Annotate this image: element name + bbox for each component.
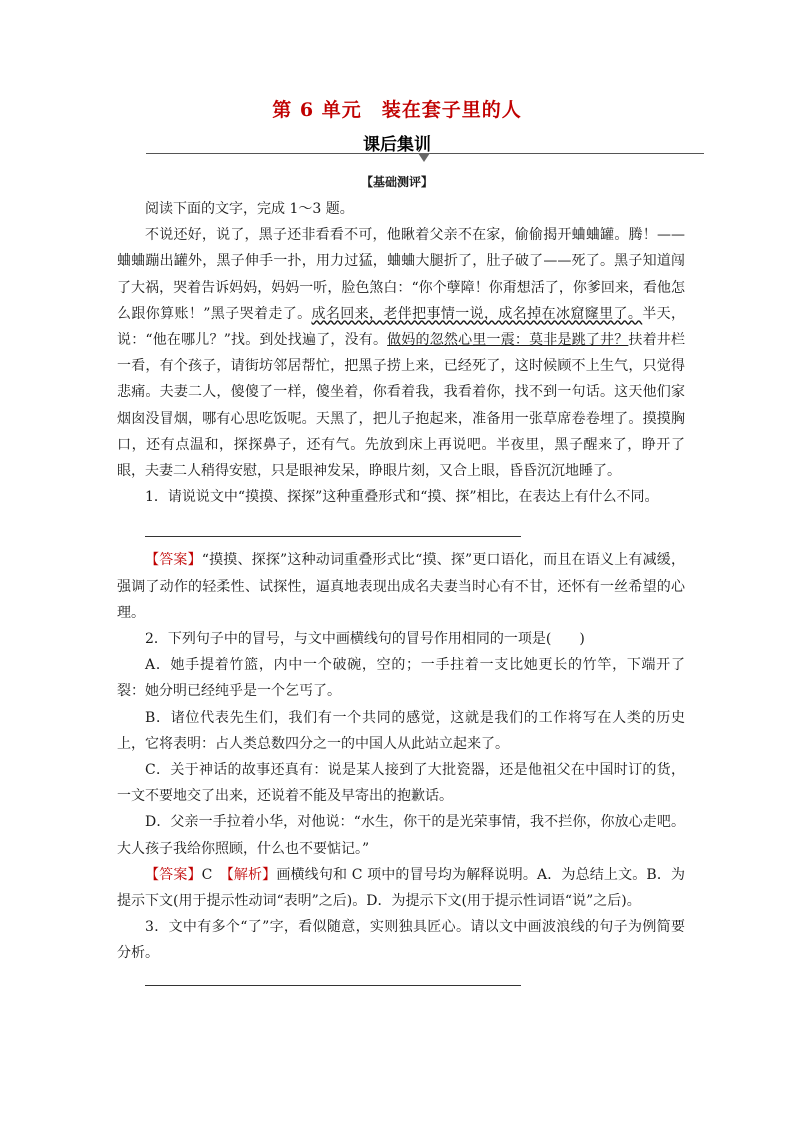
option-b: B．诸位代表先生们，我们有一个共同的感觉，这就是我们的工作将写在人类的历史上，它将表明：占人类总数四分之一的中国人从此站立起来了。 [117,709,685,752]
answer-1-text: “摸摸、探探”这种动词重叠形式比“摸、探”更口语化，而且在语义上有减缓，强调了动作的轻柔性、试探性，逼真地表现出成名夫妻当时心有不甘，还怀有一丝希望的心理。 [117,552,685,621]
option-a: A．她手提着竹篮，内中一个破碗，空的；一手拄着一支比她更长的竹竿，下端开了裂：她分明已经纯乎是一个乞丐了。 [117,657,685,700]
analysis-tag: 【解析】 [226,866,277,883]
answer-blank-line [145,510,521,537]
answer-2 [117,862,685,914]
page-subtitle: 课后集训 [363,135,431,155]
section-label: 【基础测评】 [360,175,433,189]
instruction: 阅读下面的文字，完成 1～3 题。 [145,201,354,217]
passage [117,222,685,484]
passage-text-1: 不说还好，说了，黑子还非看看不可，他瞅着父亲不在家，偷偷揭开蛐蛐罐。腾！——蛐蛐蹦出罐外，黑子伸手一扑，用力过猛，蛐蛐大腿折了，肚子破了——死了。黑子知道闯了大祸，哭着告诉妈妈，妈妈一听，脸色煞白：“你个孽障！你甭想活了，你爹回来，看他怎么跟你算账！”黑子哭着走了。 [117,227,685,322]
underlined-sentence: 做妈的忽然心里一震：莫非是跳了井？ [387,332,629,349]
question-2: 2．下列句子中的冒号，与文中画横线句的冒号作用相同的一项是( ) [145,631,585,648]
answer-1 [117,547,685,626]
option-c: C．关于神话的故事还真有：说是某人接到了大批瓷器，还是他祖父在中国时订的货，一文不要地交了出来，还说着不能及早寄出的抱歉话。 [117,762,685,805]
wavy-underlined-sentence: 成名回来，老伴把事情一说，成名掉在冰窟窿里了。 [311,305,643,322]
question-3: 3．文中有多个“了”字，看似随意，实则独具匠心。请以文中画波浪线的句子为例简要分析。 [117,919,685,962]
answer-blank-line [145,967,521,986]
answer-tag: 【答案】 [145,866,202,883]
divider-arrow-icon [418,153,430,162]
document-body [117,196,685,986]
passage-text-3: 扶着井栏一看，有个孩子，请街坊邻居帮忙，把黑子捞上来，已经死了，这时候顾不上生气，只觉得悲痛。夫妻二人，傻傻了一样，傻坐着，你看着我，我看着你，找不到一句话。这天他们家烟囱没冒烟，哪有心思吃饭呢。天黑了，把儿子抱起来，准备用一张草席卷卷埋了。摸摸胸口，还有点温和，探探鼻子，还有气。先放到床上再说吧。半夜里，黑子醒来了，睁开了眼，夫妻二人稍得安慰，只是眼神发呆，睁眼片刻，又合上眼，昏昏沉沉地睡了。 [117,332,685,480]
page-title: 第 6 单元 装在套子里的人 [272,99,522,121]
question-1: 1．请说说文中“摸摸、探探”这种重叠形式和“摸、探”相比，在表达上有什么不同。 [145,489,659,506]
answer-tag: 【答案】 [145,552,202,569]
option-d: D．父亲一手拉着小华，对他说：“水生，你干的是光荣事情，我不拦你，你放心走吧。大人孩子我给你照顾，什么也不要惦记。” [117,814,685,857]
passage-text-2: 半天，说：“他在哪儿？”找。到处找遍了，没有。 [117,305,685,349]
analysis-2-text: 画横线句和 C 项中的冒号均为解释说明。A．为总结上文。B．为提示下文(用于提示性动词“表明”之后)。D．为提示下文(用于提示性词语“说”之后)。 [117,866,686,910]
answer-2-text: C [201,866,227,883]
